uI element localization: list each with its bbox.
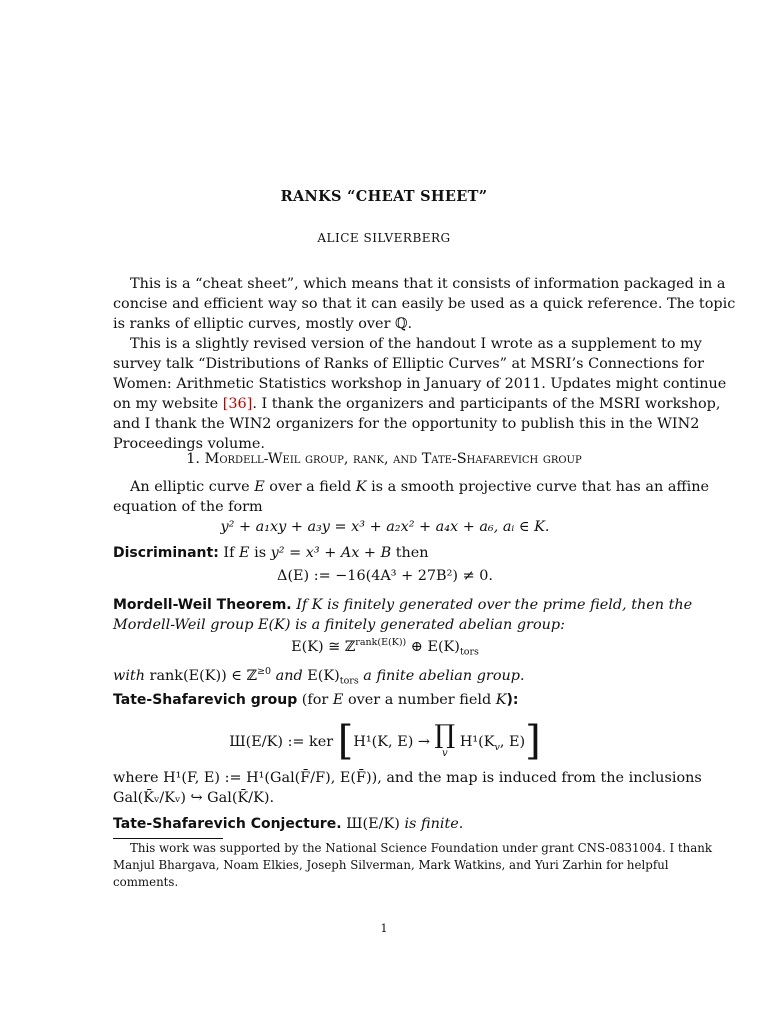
- conjecture-label: Tate-Shafarevich Conjecture.: [113, 816, 342, 832]
- equation-sha: Ш(E/K) := ker [H¹(K, E) → ∏ v $H^1(K_v$, E)]: [229, 718, 541, 764]
- text-line: This is a “cheat sheet”, which means that it consists of information packaged in a: [130, 276, 726, 292]
- section-number: 1.: [186, 451, 201, 467]
- text-line: on my website [36]. I thank the organizers and participants of the MSRI workshop,: [113, 396, 721, 412]
- text-line: and I thank the WIN2 organizers for the opportunity to publish this in the WIN2: [113, 416, 700, 432]
- discriminant-label: Discriminant:: [113, 545, 219, 561]
- mordell-weil-conditions: with rank(E(K)) ∈ ℤ$^{\ge 0}$ and $E(K)_{tors}$ a finite abelian group.: [113, 666, 525, 687]
- equation-mordell-weil: E(K) ≅ ℤ$^{rank(E(K))}$ ⊕ $E(K)_{tors}$: [291, 637, 479, 658]
- page-number: 1: [380, 922, 388, 935]
- text-line: This work was supported by the National Science Foundation under grant CNS-0831004. I thank: [130, 841, 713, 855]
- equation-discriminant: Δ(E) := −16(4A³ + 27B²) ≠ 0.: [277, 568, 493, 584]
- text-line: Women: Arithmetic Statistics workshop in January of 2011. Updates might continue: [113, 376, 727, 392]
- text-line: Proceedings volume.: [113, 436, 265, 452]
- where-paragraph: [113, 768, 702, 808]
- definition-paragraph: [113, 477, 710, 517]
- footnote: [113, 840, 713, 891]
- intro-paragraph-2: [113, 334, 727, 454]
- section-heading: [0, 451, 768, 467]
- definition-label: Tate-Shafarevich group: [113, 692, 298, 708]
- product-symbol: ∏ v: [434, 720, 456, 759]
- section-title: Mordell-Weil group, rank, and Tate-Shafarevich group: [204, 451, 582, 467]
- author-name: ALICE SILVERBERG: [317, 231, 451, 245]
- text-line: An elliptic curve E over a field K is a smooth projective curve that has an affine: [130, 479, 710, 495]
- tate-shafarevich-group-line: Tate-Shafarevich group (for E over a number field K):: [113, 692, 519, 708]
- text-line: concise and efficient way so that it can easily be used as a quick reference. The topic: [113, 296, 736, 312]
- text-line: is ranks of elliptic curves, mostly over ℚ.: [113, 316, 413, 332]
- text-line: survey talk “Distributions of Ranks of Elliptic Curves” at MSRI’s Connections for: [113, 356, 705, 372]
- text-line: This is a slightly revised version of the handout I wrote as a supplement to my: [130, 336, 702, 352]
- intro-paragraph-1: [113, 274, 736, 334]
- equation-weierstrass: y² + a₁xy + a₃y = x³ + a₂x² + a₄x + a₆, aᵢ ∈ K.: [220, 519, 550, 535]
- theorem-label: Mordell-Weil Theorem.: [113, 597, 292, 613]
- text-line: comments.: [113, 875, 179, 889]
- tate-shafarevich-conjecture: Tate-Shafarevich Conjecture. Ш(E/K) is finite.: [113, 816, 464, 832]
- paper-title: RANKS “CHEAT SHEET”: [280, 188, 488, 205]
- discriminant-line: Discriminant: If E is y² = x³ + Ax + B then: [113, 545, 429, 561]
- citation-link[interactable]: [36]: [222, 396, 253, 412]
- text-line: Gal(K̄ᵥ/Kᵥ) ↪ Gal(K̄/K).: [113, 790, 275, 806]
- left-bracket-icon: [: [337, 718, 354, 764]
- footnote-rule: [113, 838, 223, 839]
- text-line: where H¹(F, E) := H¹(Gal(F̄/F), E(F̄)), and the map is induced from the inclusions: [113, 770, 702, 786]
- mordell-weil-theorem: Mordell-Weil Theorem. If K is finitely generated over the prime field, then the Mordell-Weil group E(K) is a finitely generated abelian group:: [113, 597, 693, 633]
- text-line: Manjul Bhargava, Noam Elkies, Joseph Silverman, Mark Watkins, and Yuri Zarhin for helpful: [113, 858, 669, 872]
- right-bracket-icon: ]: [525, 718, 541, 764]
- text-line: equation of the form: [113, 499, 263, 515]
